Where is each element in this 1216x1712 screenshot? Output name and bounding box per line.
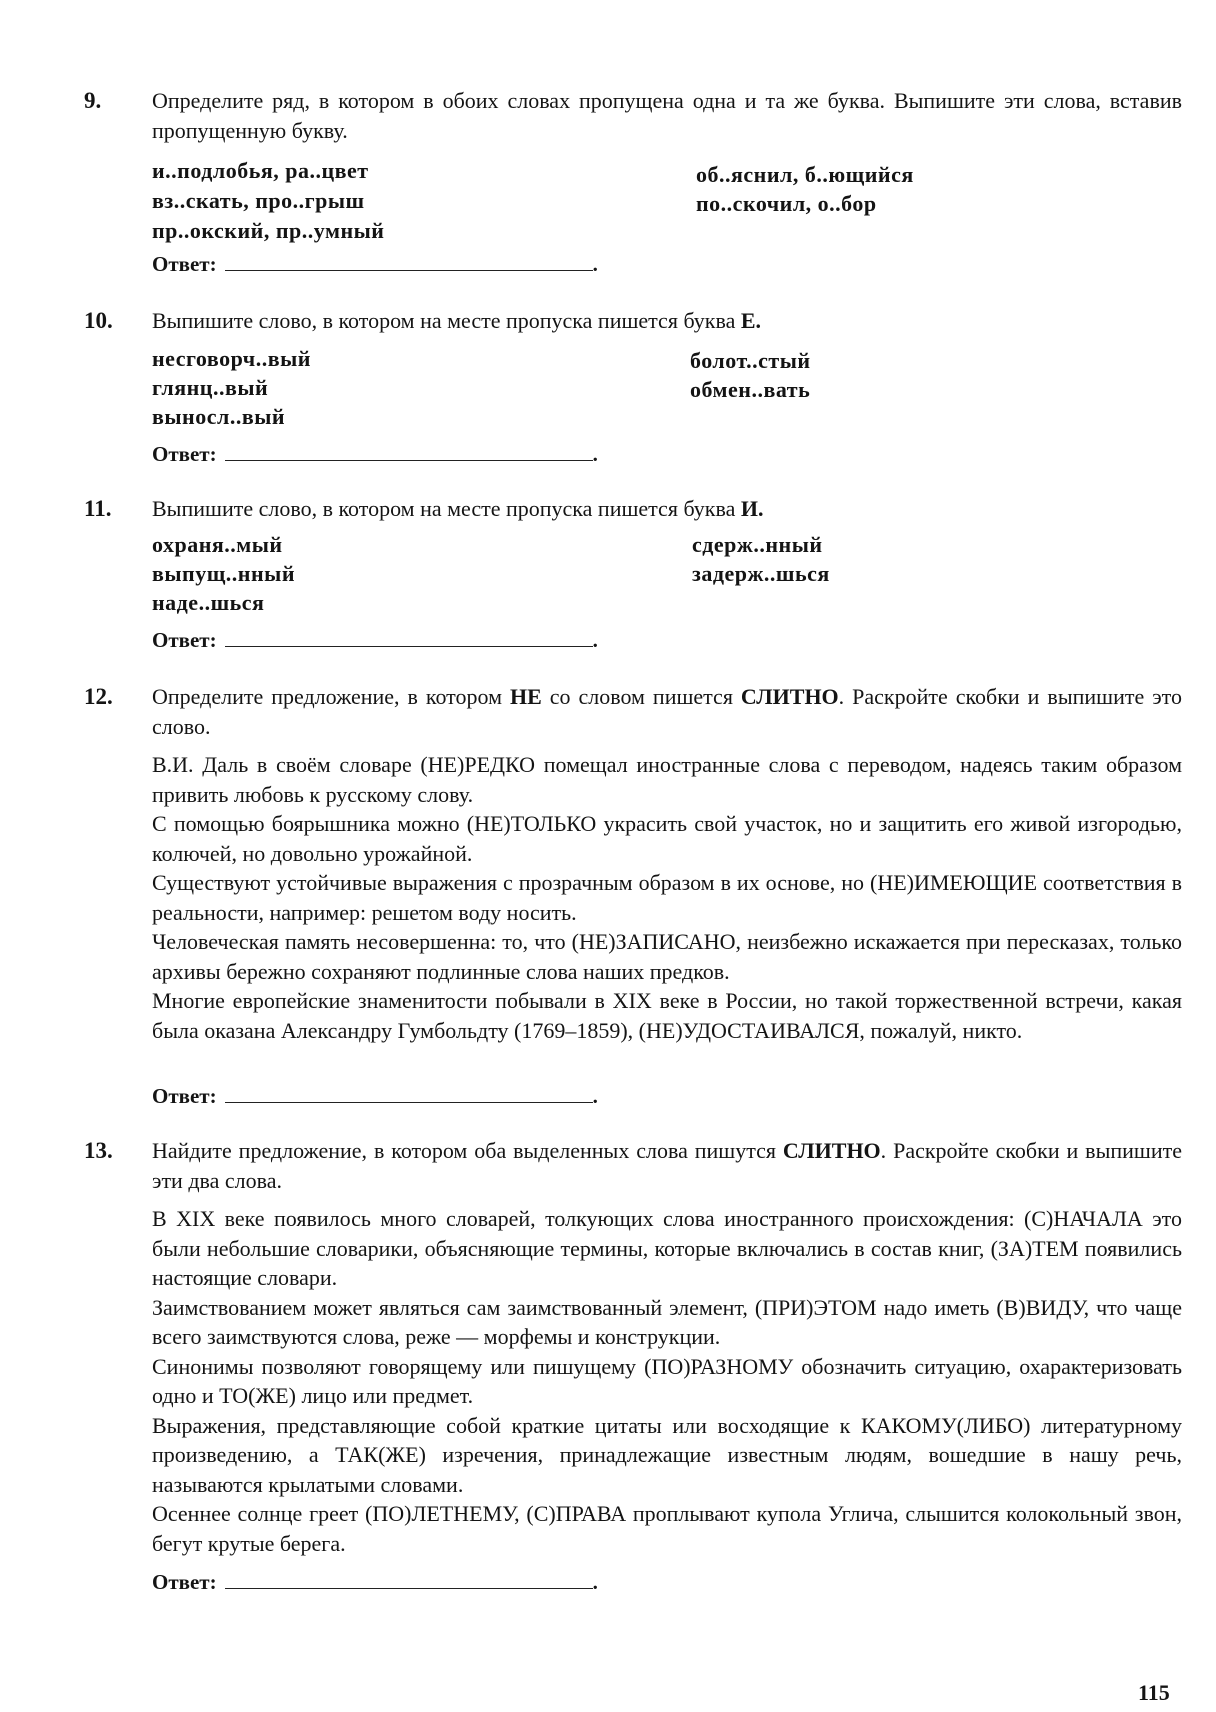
task-question: Определите ряд, в котором в обоих словах пропущена одна и та же буква. Выпишите эти слова, вставив пропущенную букву.: [152, 88, 1182, 143]
option-right-2: по..скочил, о..бор: [696, 191, 877, 216]
sentence: Заимствованием может являться сам заимствованный элемент, (ПРИ)ЭТОМ надо иметь (В)ВИДУ, что чаще всего заимствуются слова, реже — морфемы и конструкции.: [152, 1294, 1182, 1349]
answer-label: Ответ:: [152, 628, 217, 652]
option-left-3: наде..шься: [152, 590, 265, 615]
answer-blank[interactable]: [225, 248, 593, 271]
task-number: 13.: [84, 1138, 113, 1163]
answer-label: Ответ:: [152, 252, 217, 276]
option-left-3: пр..окский, пр..умный: [152, 218, 385, 243]
answer-row: Ответ: .: [152, 1566, 598, 1597]
sentence: В XIX веке появилось много словарей, толкующих слова иностранного происхождения: (С)НАЧАЛА это были небольшие словарики, объясняющие термины, которые включались в состав книг, (ЗА)ТЕМ появились настоящие словари.: [152, 1206, 1182, 1290]
task-question-text: . Раскройте скобки и выпишите эти два слова.: [152, 1138, 1182, 1193]
option-left-2: вз..скать, про..грыш: [152, 188, 365, 213]
sentence: Человеческая память несовершенна: то, что (НЕ)ЗАПИСАНО, неизбежно искажается при пересказах, только архивы бережно сохраняют подлинные слова наших предков.: [152, 929, 1182, 984]
task-question-keyword: СЛИТНО: [782, 1138, 881, 1163]
task-question-text: Выпишите слово, в котором на месте пропуска пишется буква: [152, 496, 741, 521]
task-question-letter: Е.: [740, 308, 762, 333]
option-left-2: выпущ..нный: [152, 561, 296, 586]
option-left-1: несговорч..вый: [152, 346, 311, 371]
answer-blank[interactable]: [225, 1080, 593, 1103]
task-question-text: Выпишите слово, в котором на месте пропуска пишется буква: [152, 308, 741, 333]
sentence-list: [152, 750, 1182, 1045]
answer-label: Ответ:: [152, 1084, 217, 1108]
task-question: [152, 1136, 1182, 1196]
sentence: Синонимы позволяют говорящему или пишущему (ПО)РАЗНОМУ обозначить ситуацию, охарактеризовать одно и ТО(ЖЕ) лицо или предмет.: [152, 1353, 1182, 1408]
task-number: 12.: [84, 684, 113, 709]
option-right-1: болот..стый: [690, 348, 811, 373]
task-question-text: Найдите предложение, в котором оба выделенных слова пишутся: [152, 1138, 783, 1163]
answer-row: Ответ: .: [152, 1080, 598, 1111]
option-right-1: сдерж..нный: [692, 532, 823, 557]
task-question-keyword: СЛИТНО: [740, 684, 839, 709]
answer-blank[interactable]: [225, 624, 593, 647]
answer-row: Ответ: .: [152, 248, 598, 279]
answer-blank[interactable]: [225, 1566, 593, 1589]
page-number: 115: [1138, 1680, 1170, 1705]
option-left-1: и..подлобья, ра..цвет: [152, 158, 369, 183]
option-left-2: глянц..вый: [152, 375, 269, 400]
option-left-3: выносл..вый: [152, 404, 286, 429]
sentence: Выражения, представляющие собой краткие цитаты или восходящие к КАКОМУ(ЛИБО) литературному произведению, а ТАК(ЖЕ) изречения, принадлежащие известным людям, вошедшие в нашу речь, называются крылатыми словами.: [152, 1412, 1182, 1497]
answer-row: Ответ: .: [152, 438, 598, 469]
option-right-1: об..яснил, б..ющийся: [696, 162, 914, 187]
sentence: Осеннее солнце греет (ПО)ЛЕТНЕМУ, (С)ПРАВА проплывают купола Углича, слышится колокольный звон, бегут крутые берега.: [152, 1501, 1182, 1556]
option-left-1: охраня..мый: [152, 532, 283, 557]
answer-blank[interactable]: [225, 438, 593, 461]
option-right-2: задерж..шься: [692, 561, 830, 586]
task-number: 9.: [84, 88, 102, 113]
task-question-text: . Раскройте скобки и выпишите это слово.: [152, 684, 1182, 739]
sentence: В.И. Даль в своём словаре (НЕ)РЕДКО помещал иностранные слова с переводом, надеясь таким образом привить любовь к русскому слову.: [152, 752, 1182, 807]
sentence: Многие европейские знаменитости побывали в XIX веке в России, но такой торжественной встречи, какая была оказана Александру Гумбольдту (1769–1859), (НЕ)УДОСТАИВАЛСЯ, пожалуй, никто.: [152, 988, 1182, 1043]
sentence: С помощью боярышника можно (НЕ)ТОЛЬКО украсить свой участок, но и защитить его живой изгородью, колючей, но довольно урожайной.: [152, 811, 1182, 866]
option-right-2: обмен..вать: [690, 377, 811, 402]
task-question-letter: И.: [740, 496, 764, 521]
answer-label: Ответ:: [152, 1570, 217, 1594]
task-question-keyword: НЕ: [509, 684, 542, 709]
task-question: [152, 494, 1182, 524]
task-question: [152, 306, 1182, 336]
task-number: 10.: [84, 308, 113, 333]
sentence-list: [152, 1204, 1182, 1558]
task-number: 11.: [84, 496, 112, 521]
sentence: Существуют устойчивые выражения с прозрачным образом в их основе, но (НЕ)ИМЕЮЩИЕ соответствия в реальности, например: решетом воду носить.: [152, 870, 1182, 925]
task-question-text: со словом пишется: [541, 684, 741, 709]
task-question-text: Определите предложение, в котором: [152, 684, 510, 709]
task-question: [152, 682, 1182, 742]
answer-label: Ответ:: [152, 442, 217, 466]
answer-row: Ответ: .: [152, 624, 598, 655]
